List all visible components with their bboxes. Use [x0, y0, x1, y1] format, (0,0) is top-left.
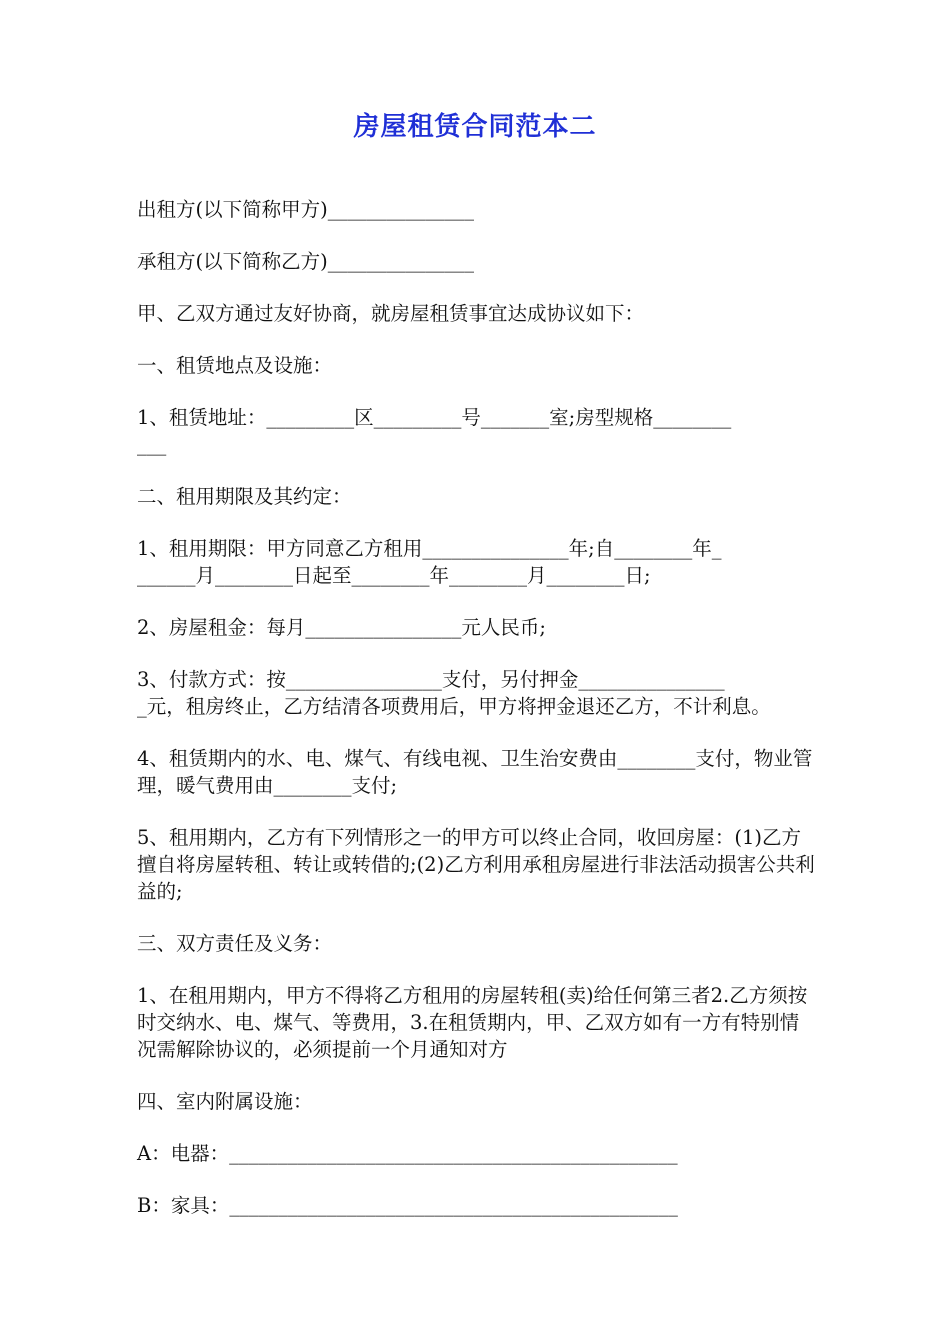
section-heading-facilities: 四、室内附属设施： [137, 1090, 313, 1113]
clause-rent: 2、房屋租金：每月________________元人民币; [137, 616, 546, 639]
clause-utilities: 4、租赁期内的水、电、煤气、有线电视、卫生治安费由________支付，物业管理，暖气费用由________支付; [137, 747, 813, 797]
agreement-intro: 甲、乙双方通过友好协商，就房屋租赁事宜达成协议如下： [137, 302, 645, 325]
lessor-line: 出租方(以下简称甲方)_______________ [137, 198, 474, 221]
facility-appliances-line: A：电器：______________________________________________ [137, 1142, 678, 1165]
document-body [137, 196, 817, 1219]
section-heading-duties: 三、双方责任及义务： [137, 932, 333, 955]
clause-payment: 3、付款方式：按________________支付，另付押金_______________ _元，租房终止，乙方结清各项费用后，甲方将押金退还乙方，不计利息。 [137, 668, 771, 718]
clause-rental-address: 1、租赁地址：_________区_________号_______室;房型规格________ ___ [137, 406, 732, 456]
section-heading-term: 二、租用期限及其约定： [137, 485, 352, 508]
facility-furniture-line: B：家具：______________________________________________ [137, 1194, 678, 1217]
section-heading-location: 一、租赁地点及设施： [137, 354, 333, 377]
clause-termination: 5、租用期内，乙方有下列情形之一的甲方可以终止合同，收回房屋：(1)乙方擅自将房屋转租、转让或转借的;(2)乙方利用承租房屋进行非法活动损害公共利益的; [137, 826, 815, 903]
clause-rental-period: 1、租用期限：甲方同意乙方租用_______________年;自________年_ ______月________日起至________年________月________日; [137, 537, 722, 587]
lessee-line: 承租方(以下简称乙方)_______________ [137, 250, 474, 273]
clause-duties: 1、在租用期内，甲方不得将乙方租用的房屋转租(卖)给任何第三者2.乙方须按时交纳水、电、煤气、等费用，3.在租赁期内，甲、乙双方如有一方有特别情况需解除协议的，必须提前一个月通知对方 [137, 984, 808, 1061]
document-title: 房屋租赁合同范本二 [353, 112, 597, 142]
